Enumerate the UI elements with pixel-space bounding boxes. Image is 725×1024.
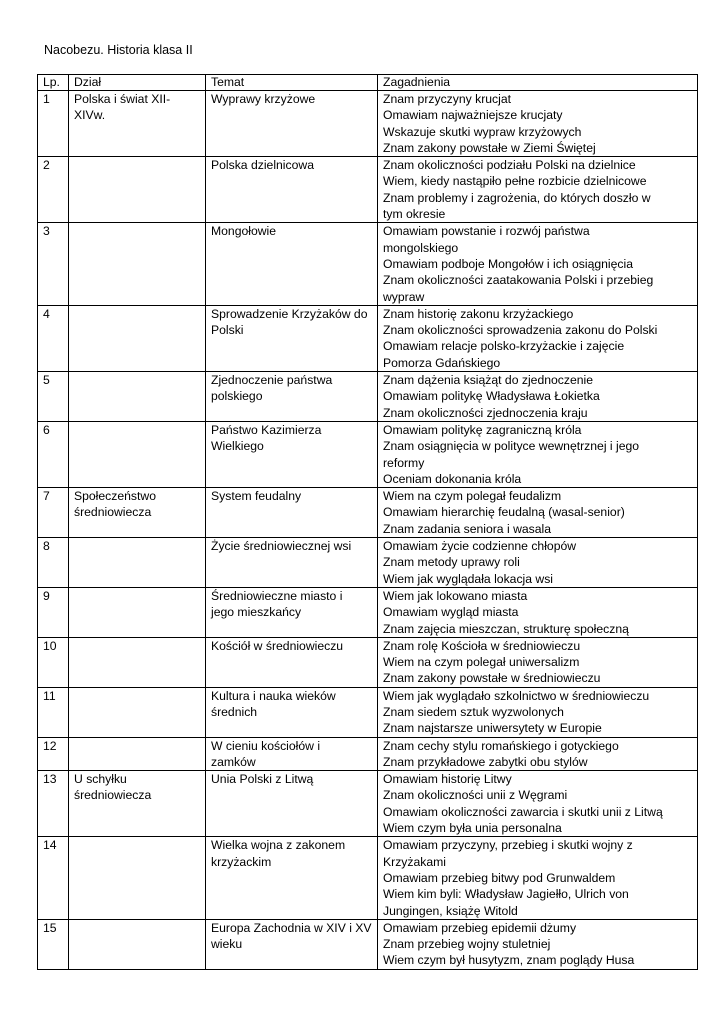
cell-zagadnienia-line: Znam przebieg wojny stuletniej [383, 937, 551, 952]
cell-zagadnienia-line: wypraw [383, 289, 425, 304]
cell-zagadnienia-line: Wiem jak wyglądało szkolnictwo w średniowieczu [383, 688, 650, 703]
cell-zagadnienia-line: Wiem na czym polegał uniwersalizm [383, 655, 580, 670]
cell-temat-line: krzyżackim [211, 854, 272, 869]
cell-zagadnienia-line: Omawiam przebieg epidemii dżumy [383, 920, 577, 935]
cell-zagadnienia-line: Znam historię zakonu krzyżackiego [383, 306, 574, 321]
cell-temat [206, 538, 378, 588]
cell-temat-line: Unia Polski z Litwą [211, 772, 314, 787]
cell-dzial-line: Społeczeństwo [74, 489, 156, 504]
cell-lp: 9 [38, 587, 69, 637]
cell-dzial [69, 538, 206, 588]
cell-temat [206, 421, 378, 487]
header-zagadnienia: Zagadnienia [378, 75, 698, 91]
cell-temat-line: Wielkiego [211, 439, 264, 454]
cell-zagadnienia [378, 837, 698, 919]
cell-temat-line: zamków [211, 754, 256, 769]
cell-zagadnienia [378, 157, 698, 223]
cell-dzial [69, 488, 206, 538]
cell-zagadnienia-line: Znam dążenia książąt do zjednoczenie [383, 373, 594, 388]
cell-temat [206, 157, 378, 223]
table-row [38, 223, 698, 305]
header-lp: Lp. [38, 75, 69, 91]
cell-zagadnienia [378, 305, 698, 371]
cell-zagadnienia-line: Znam zajęcia mieszczan, strukturę społeczną [383, 621, 629, 636]
cell-dzial-line: XIVw. [74, 108, 106, 123]
cell-lp: 8 [38, 538, 69, 588]
cell-lp: 5 [38, 372, 69, 422]
table-row [38, 421, 698, 487]
cell-temat-line: Mongołowie [211, 224, 277, 239]
cell-zagadnienia-line: Omawiam relacje polsko-krzyżackie i zajęcie [383, 339, 625, 354]
cell-zagadnienia-line: reformy [383, 455, 425, 470]
cell-temat [206, 737, 378, 771]
header-dzial: Dział [69, 75, 206, 91]
cell-lp: 2 [38, 157, 69, 223]
cell-zagadnienia-line: Znam metody uprawy roli [383, 555, 520, 570]
cell-zagadnienia-line: Omawiam najważniejsze krucjaty [383, 108, 563, 123]
cell-lp: 13 [38, 771, 69, 837]
cell-zagadnienia [378, 737, 698, 771]
cell-lp: 7 [38, 488, 69, 538]
syllabus-table [37, 74, 698, 970]
cell-zagadnienia-line: Znam rolę Kościoła w średniowieczu [383, 638, 581, 653]
cell-temat-line: polskiego [211, 389, 263, 404]
table-row [38, 488, 698, 538]
table-header-row [38, 75, 698, 91]
cell-zagadnienia-line: Znam zakony powstałe w Ziemi Świętej [383, 140, 596, 155]
cell-zagadnienia-line: tym okresie [383, 207, 446, 222]
cell-temat-line: Kościół w średniowieczu [211, 638, 344, 653]
cell-temat-line: Zjednoczenie państwa [211, 373, 333, 388]
cell-zagadnienia-line: Znam osiągnięcia w polityce wewnętrznej i jego [383, 439, 640, 454]
cell-zagadnienia [378, 771, 698, 837]
cell-zagadnienia-line: Wiem czym był husytyzm, znam poglądy Husa [383, 953, 635, 968]
cell-zagadnienia-line: Znam cechy stylu romańskiego i gotyckiego [383, 738, 619, 753]
cell-dzial [69, 223, 206, 305]
cell-dzial [69, 421, 206, 487]
cell-lp: 4 [38, 305, 69, 371]
cell-temat [206, 919, 378, 969]
cell-temat-line: Wyprawy krzyżowe [211, 92, 316, 106]
cell-zagadnienia [378, 919, 698, 969]
table-row [38, 919, 698, 969]
cell-temat-line: Państwo Kazimierza [211, 422, 322, 437]
cell-zagadnienia-line: Omawiam przebieg bitwy pod Grunwaldem [383, 870, 616, 885]
cell-temat-line: Europa Zachodnia w XIV i XV [211, 920, 372, 935]
table-row [38, 771, 698, 837]
cell-dzial-line: U schyłku [74, 772, 127, 787]
cell-dzial [69, 372, 206, 422]
cell-zagadnienia [378, 538, 698, 588]
cell-zagadnienia-line: Omawiam życie codzienne chłopów [383, 539, 577, 554]
cell-dzial [69, 837, 206, 919]
cell-zagadnienia-line: Znam zadania seniora i wasala [383, 521, 552, 536]
document-title: Nacobezu. Historia klasa II [44, 43, 193, 57]
cell-temat-line: Kultura i nauka wieków [211, 688, 336, 703]
cell-zagadnienia [378, 587, 698, 637]
cell-dzial [69, 587, 206, 637]
cell-temat-line: System feudalny [211, 489, 302, 504]
cell-lp: 15 [38, 919, 69, 969]
cell-zagadnienia-line: Znam okoliczności podziału Polski na dzielnice [383, 158, 636, 173]
cell-zagadnienia-line: Znam problemy i zagrożenia, do których doszło w [383, 190, 651, 205]
cell-zagadnienia-line: Omawiam historię Litwy [383, 772, 512, 787]
cell-temat [206, 587, 378, 637]
cell-zagadnienia-line: Omawiam przyczyny, przebieg i skutki wojny z [383, 838, 633, 853]
header-temat: Temat [206, 75, 378, 91]
cell-zagadnienia [378, 637, 698, 687]
cell-dzial [69, 919, 206, 969]
cell-zagadnienia-line: Znam okoliczności zaatakowania Polski i przebieg [383, 273, 654, 288]
cell-zagadnienia-line: Znam okoliczności unii z Węgrami [383, 788, 568, 803]
cell-lp: 6 [38, 421, 69, 487]
cell-zagadnienia-line: Jungingen, książę Witold [383, 903, 518, 918]
cell-zagadnienia [378, 421, 698, 487]
cell-lp: 10 [38, 637, 69, 687]
cell-dzial [69, 157, 206, 223]
cell-zagadnienia [378, 687, 698, 737]
cell-temat-line: średnich [211, 704, 258, 719]
cell-zagadnienia-line: Omawiam powstanie i rozwój państwa [383, 224, 590, 239]
cell-zagadnienia-line: Wiem kim byli: Władysław Jagiełło, Ulrich von [383, 887, 629, 902]
cell-temat [206, 771, 378, 837]
cell-zagadnienia [378, 223, 698, 305]
cell-temat-line: Średniowieczne miasto i [211, 588, 343, 603]
cell-dzial [69, 305, 206, 371]
cell-lp: 11 [38, 687, 69, 737]
cell-zagadnienia-line: Omawiam hierarchię feudalną (wasal-senior) [383, 505, 625, 520]
cell-zagadnienia-line: Znam siedem sztuk wyzwolonych [383, 704, 564, 719]
cell-zagadnienia-line: Omawiam wygląd miasta [383, 605, 519, 620]
cell-zagadnienia-line: Omawiam podboje Mongołów i ich osiągnięcia [383, 256, 633, 271]
cell-temat-line: Polski [211, 323, 244, 338]
cell-dzial [69, 771, 206, 837]
cell-dzial [69, 687, 206, 737]
cell-dzial-line: średniowiecza [74, 788, 152, 803]
table-row [38, 687, 698, 737]
cell-zagadnienia-line: Omawiam okoliczności zawarcia i skutki unii z Litwą [383, 804, 663, 819]
table-row [38, 587, 698, 637]
cell-temat [206, 223, 378, 305]
cell-temat-line: jego mieszkańcy [211, 605, 302, 620]
cell-zagadnienia-line: Omawiam politykę zagraniczną króla [383, 422, 582, 437]
cell-dzial [69, 91, 206, 157]
table-row [38, 637, 698, 687]
cell-temat [206, 91, 378, 157]
cell-temat-line: Wielka wojna z zakonem [211, 838, 346, 853]
cell-zagadnienia-line: Krzyżakami [383, 854, 446, 869]
cell-dzial-line: Polska i świat XII- [74, 92, 171, 106]
cell-zagadnienia-line: Pomorza Gdańskiego [383, 355, 501, 370]
cell-lp: 3 [38, 223, 69, 305]
table-row [38, 737, 698, 771]
cell-lp: 12 [38, 737, 69, 771]
table-row [38, 157, 698, 223]
cell-zagadnienia-line: Oceniam dokonania króla [383, 471, 522, 486]
cell-zagadnienia-line: Wiem czym była unia personalna [383, 821, 562, 836]
cell-zagadnienia-line: mongolskiego [383, 240, 459, 255]
cell-zagadnienia-line: Wiem, kiedy nastąpiło pełne rozbicie dzielnicowe [383, 174, 647, 189]
table-row [38, 372, 698, 422]
cell-temat [206, 837, 378, 919]
cell-temat [206, 687, 378, 737]
cell-temat [206, 305, 378, 371]
cell-zagadnienia-line: Znam zakony powstałe w średniowieczu [383, 671, 601, 686]
cell-zagadnienia-line: Omawiam politykę Władysława Łokietka [383, 389, 600, 404]
cell-zagadnienia [378, 488, 698, 538]
cell-lp: 14 [38, 837, 69, 919]
cell-zagadnienia-line: Znam okoliczności zjednoczenia kraju [383, 405, 588, 420]
cell-zagadnienia-line: Znam przyczyny krucjat [383, 92, 511, 106]
cell-dzial [69, 637, 206, 687]
cell-dzial-line: średniowiecza [74, 505, 152, 520]
cell-zagadnienia-line: Znam przykładowe zabytki obu stylów [383, 754, 588, 769]
cell-temat [206, 488, 378, 538]
table-row [38, 305, 698, 371]
cell-temat-line: wieku [211, 937, 243, 952]
cell-zagadnienia-line: Znam najstarsze uniwersytety w Europie [383, 721, 602, 736]
cell-zagadnienia-line: Znam okoliczności sprowadzenia zakonu do Polski [383, 323, 658, 338]
cell-dzial [69, 737, 206, 771]
table-row [38, 837, 698, 919]
cell-temat-line: Życie średniowiecznej wsi [211, 539, 352, 554]
cell-zagadnienia [378, 91, 698, 157]
cell-temat-line: Polska dzielnicowa [211, 158, 314, 173]
cell-temat [206, 372, 378, 422]
cell-zagadnienia [378, 372, 698, 422]
cell-zagadnienia-line: Wskazuje skutki wypraw krzyżowych [383, 124, 582, 139]
cell-lp: 1 [38, 91, 69, 157]
cell-zagadnienia-line: Wiem jak lokowano miasta [383, 588, 528, 603]
cell-zagadnienia-line: Wiem jak wyglądała lokacja wsi [383, 571, 554, 586]
table-row [38, 91, 698, 157]
cell-zagadnienia-line: Wiem na czym polegał feudalizm [383, 489, 562, 504]
cell-temat-line: Sprowadzenie Krzyżaków do [211, 306, 368, 321]
cell-temat [206, 637, 378, 687]
table-row [38, 538, 698, 588]
cell-temat-line: W cieniu kościołów i [211, 738, 321, 753]
